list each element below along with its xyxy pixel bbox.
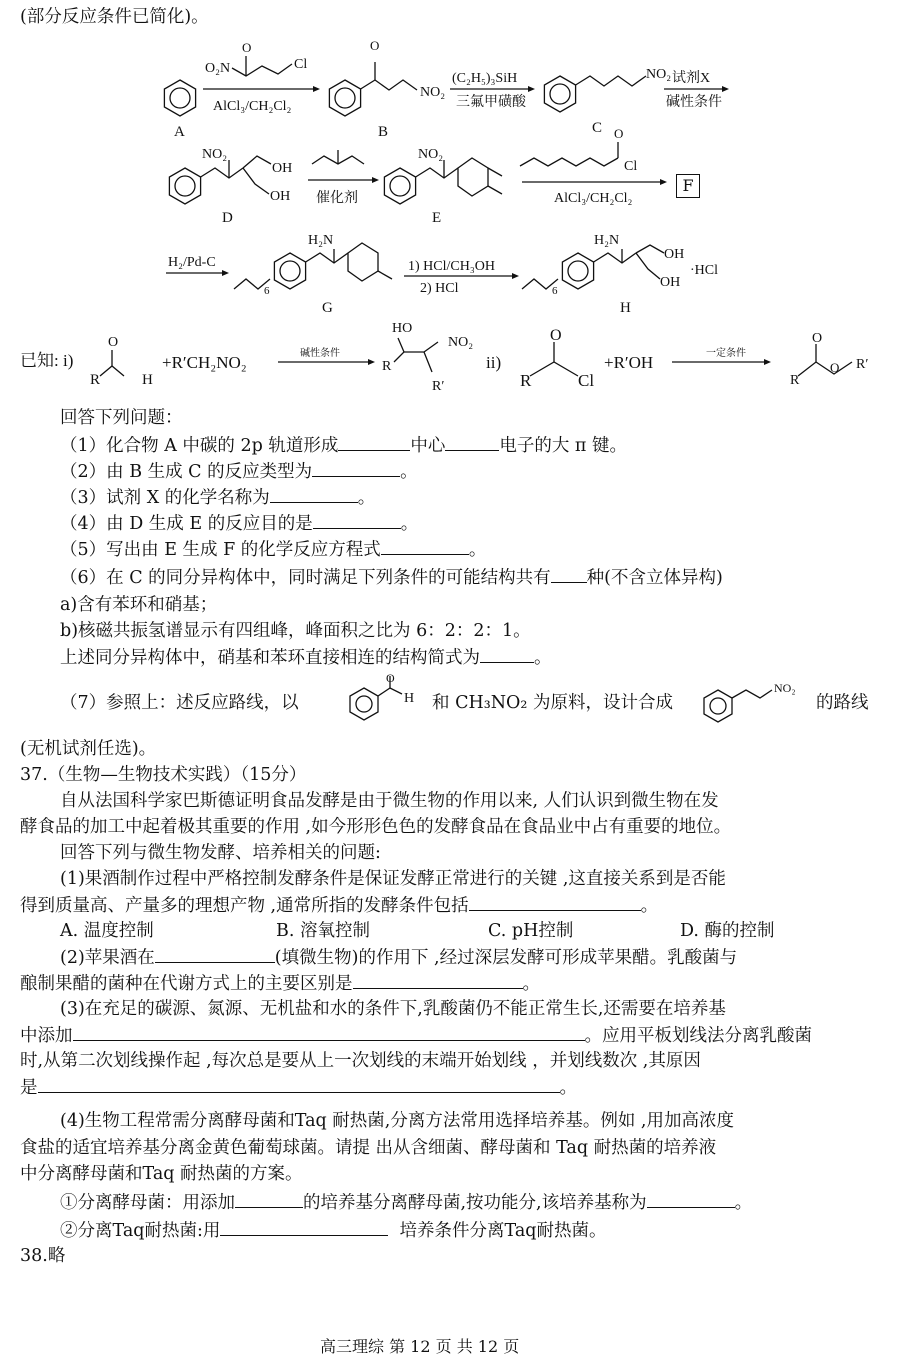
q36-condition-a: a)含有苯环和硝基； xyxy=(60,595,218,615)
svg-text:6: 6 xyxy=(552,285,558,297)
q36-item-7d: (无机试剂任选)。 xyxy=(20,739,157,759)
compound-e xyxy=(384,158,502,204)
q36-item-2: （2）由 B 生成 C 的反应类型为 。 xyxy=(60,462,418,482)
q37-s3-line1: (3)在充足的碳源、氮源、无机盐和水的条件下,乳酸菌仍不能正常生长,还需要在培养基 xyxy=(60,999,726,1019)
known-reactions xyxy=(0,312,900,402)
q38: 38.略 xyxy=(20,1246,66,1266)
svg-text:·HCl: ·HCl xyxy=(690,263,718,278)
answer-blank[interactable] xyxy=(313,512,401,529)
compound-b xyxy=(329,62,417,116)
synthesis-scheme xyxy=(0,36,900,356)
q36-item-6: （6）在 C 的同分异构体中，同时满足下列条件的可能结构共有 种(不含立体异构) xyxy=(60,568,723,588)
svg-text:O: O xyxy=(812,331,823,346)
q36-condition-b: b)核磁共振氢谱显示有四组峰，峰面积之比为 6：2：2：1。 xyxy=(60,621,531,641)
q37-s1-line1: (1)果酒制作过程中严格控制发酵条件是保证发酵正常进行的关键 ,这直接关系到是否能 xyxy=(60,869,726,889)
reagent-ab-o2n: O₂N xyxy=(205,61,231,76)
compound-h xyxy=(522,245,664,289)
svg-text:O: O xyxy=(386,672,395,685)
svg-text:H₂N: H₂N xyxy=(594,233,620,248)
svg-text:R: R xyxy=(382,359,392,374)
svg-text:NO₂: NO₂ xyxy=(646,67,672,82)
arrow-bc-condition: 三氟甲磺酸 xyxy=(456,95,526,110)
svg-text:OH: OH xyxy=(270,189,291,204)
label-g: G xyxy=(322,300,333,316)
q37-title: 37.（生物—生物技术实践）（15分） xyxy=(20,765,307,785)
compound-d xyxy=(169,156,271,204)
svg-text:NO₂: NO₂ xyxy=(774,681,796,695)
answer-blank[interactable] xyxy=(551,566,587,583)
label-h: H xyxy=(620,300,631,316)
q36-item-7c: 的路线 xyxy=(816,693,869,713)
svg-text:已知: i): 已知: i) xyxy=(20,351,74,370)
arrow-cd-condition: 碱性条件 xyxy=(666,95,722,110)
compound-c xyxy=(544,76,646,112)
svg-text:Cl: Cl xyxy=(578,371,595,390)
q37-s4-line3: 中分离酵母菌和Taq 耐热菌的方案。 xyxy=(20,1164,303,1184)
answer-blank[interactable] xyxy=(155,946,275,963)
svg-text:H: H xyxy=(142,372,153,388)
compound-f-box: F xyxy=(676,174,700,198)
arrow-fg-reagent: H₂/Pd-C xyxy=(168,255,216,270)
svg-text:NO₂: NO₂ xyxy=(448,335,474,350)
svg-text:O: O xyxy=(370,38,380,53)
svg-text:R′: R′ xyxy=(432,379,445,394)
svg-text:一定条件: 一定条件 xyxy=(706,348,746,359)
svg-text:+R′OH: +R′OH xyxy=(604,353,654,372)
svg-text:OH: OH xyxy=(664,247,685,262)
svg-text:ii): ii) xyxy=(486,353,502,372)
label-c: C xyxy=(592,120,603,136)
answer-blank[interactable] xyxy=(353,972,523,989)
svg-text:OH: OH xyxy=(660,275,681,290)
q37-para1-line1: 自从法国科学家巴斯德证明食品发酵是由于微生物的作用以来, 人们认识到微生物在发 xyxy=(60,791,719,811)
q36-item-1: （1）化合物 A 中碳的 2p 轨道形成 中心 电子的大 π 键。 xyxy=(60,436,627,456)
arrow-de-condition: 催化剂 xyxy=(316,191,358,206)
svg-text:6: 6 xyxy=(264,285,270,297)
page-footer: 高三理综 第 12 页 共 12 页 xyxy=(320,1337,520,1356)
q37-s3-line2: 中添加 。应用平板划线法分离乳酸菌 xyxy=(20,1026,812,1046)
arrow-gh-step1: 1) HCl/CH₃OH xyxy=(408,259,495,274)
svg-text:HO: HO xyxy=(392,321,413,336)
arrow-cd-reagent: 试剂X xyxy=(672,71,711,86)
q36-item-7b: 和 CH₃NO₂ 为原料，设计合成 xyxy=(432,693,673,713)
q36-intro: 回答下列问题： xyxy=(60,408,183,428)
q37-s4-line2: 食盐的适宜培养基分离金黄色葡萄球菌。请提 出从含细菌、酵母菌和 Taq 耐热菌的培养液 xyxy=(20,1138,717,1158)
q37-s2-line1: (2)苹果酒在 (填微生物)的作用下 ,经过深层发酵可形成苹果醋。乳酸菌与 xyxy=(60,948,738,968)
svg-text:NO₂: NO₂ xyxy=(418,147,444,162)
q37-para1-line2: 酵食品的加工中起着极其重要的作用 ,如今形形色色的发酵食品在食品业中占有重要的地位。 xyxy=(20,817,732,837)
q36-item-6c: 上述同分异构体中，硝基和苯环直接相连的结构简式为 。 xyxy=(60,648,552,668)
q37-option-a: A. 温度控制 xyxy=(60,921,154,941)
svg-text:H₂N: H₂N xyxy=(308,233,334,248)
svg-text:R: R xyxy=(790,373,800,388)
svg-text:O: O xyxy=(242,40,252,55)
q7-benzaldehyde-structure xyxy=(346,672,436,722)
q37-option-b: B. 溶氧控制 xyxy=(276,921,370,941)
q36-item-7: （7）参照上：述反应路线，以 xyxy=(60,693,299,713)
answer-blank[interactable] xyxy=(38,1076,560,1093)
svg-text:Cl: Cl xyxy=(294,57,308,72)
q37-s4-item1: ①分离酵母菌：用添加 的培养基分离酵母菌,按功能分,该培养基称为 。 xyxy=(60,1193,753,1213)
q37-option-c: C. pH控制 xyxy=(488,921,574,941)
svg-text:O: O xyxy=(830,360,840,375)
arrow-ef-condition: AlCl₃/CH₂Cl₂ xyxy=(554,191,633,206)
answer-blank[interactable] xyxy=(647,1191,735,1208)
answer-blank[interactable] xyxy=(312,460,400,477)
answer-blank[interactable] xyxy=(235,1191,303,1208)
svg-text:H: H xyxy=(404,691,415,706)
condition-note: (部分反应条件已简化)。 xyxy=(20,7,209,27)
arrow-bc-reagent: (C₂H₅)₃SiH xyxy=(452,71,518,86)
svg-text:Cl: Cl xyxy=(624,159,638,174)
answer-blank[interactable] xyxy=(381,538,469,555)
compound-a xyxy=(164,80,195,116)
answer-blank[interactable] xyxy=(338,434,410,451)
answer-blank[interactable] xyxy=(469,894,641,911)
q7-target-structure xyxy=(700,674,820,724)
q37-s3-line3: 时,从第二次划线操作起 ,每次总是要从上一次划线的末端开始划线 ，并划线数次 ,其原因 xyxy=(20,1051,701,1071)
svg-text:O: O xyxy=(550,327,562,344)
svg-text:O: O xyxy=(614,126,624,141)
svg-text:R′: R′ xyxy=(856,357,869,372)
svg-text:+R′CH₂NO₂: +R′CH₂NO₂ xyxy=(162,353,247,372)
q37-s2-line2: 酿制果醋的菌种在代谢方式上的主要区别是 。 xyxy=(20,974,540,994)
q37-s4-line1: (4)生物工程常需分离酵母菌和Taq 耐热菌,分离方法常用选择培养基。例如 ,用加高浓度 xyxy=(60,1111,734,1131)
svg-text:NO₂: NO₂ xyxy=(202,147,228,162)
label-b: B xyxy=(378,124,389,140)
label-d: D xyxy=(222,210,233,226)
q37-option-d: D. 酶的控制 xyxy=(680,921,775,941)
svg-text:R: R xyxy=(520,371,532,390)
answer-blank[interactable] xyxy=(445,434,499,451)
q37-para2: 回答下列与微生物发酵、培养相关的问题: xyxy=(60,843,381,863)
answer-blank[interactable] xyxy=(270,486,358,503)
answer-blank[interactable] xyxy=(73,1024,585,1041)
answer-blank[interactable] xyxy=(220,1219,388,1236)
label-e: E xyxy=(432,210,442,226)
q36-item-4: （4）由 D 生成 E 的反应目的是 。 xyxy=(60,514,419,534)
svg-text:O: O xyxy=(108,335,119,350)
label-a: A xyxy=(174,124,185,140)
q36-item-3: （3）试剂 X 的化学名称为 。 xyxy=(60,488,376,508)
q37-s4-item2: ②分离Taq耐热菌:用 培养条件分离Taq耐热菌。 xyxy=(60,1221,607,1241)
answer-blank[interactable] xyxy=(480,646,534,663)
compound-g xyxy=(234,243,392,289)
arrow-ab-condition: AlCl₃/CH₂Cl₂ xyxy=(213,99,292,114)
svg-text:碱性条件: 碱性条件 xyxy=(300,348,340,359)
q37-s1-line2: 得到质量高、产量多的理想产物 ,通常所指的发酵条件包括 。 xyxy=(20,896,659,916)
svg-text:R: R xyxy=(90,372,101,388)
svg-text:NO₂: NO₂ xyxy=(420,85,446,100)
arrow-gh-step2: 2) HCl xyxy=(420,281,459,296)
q36-item-5: （5）写出由 E 生成 F 的化学反应方程式 。 xyxy=(60,540,487,560)
svg-text:OH: OH xyxy=(272,161,293,176)
q37-s3-line4: 是 。 xyxy=(20,1078,577,1098)
